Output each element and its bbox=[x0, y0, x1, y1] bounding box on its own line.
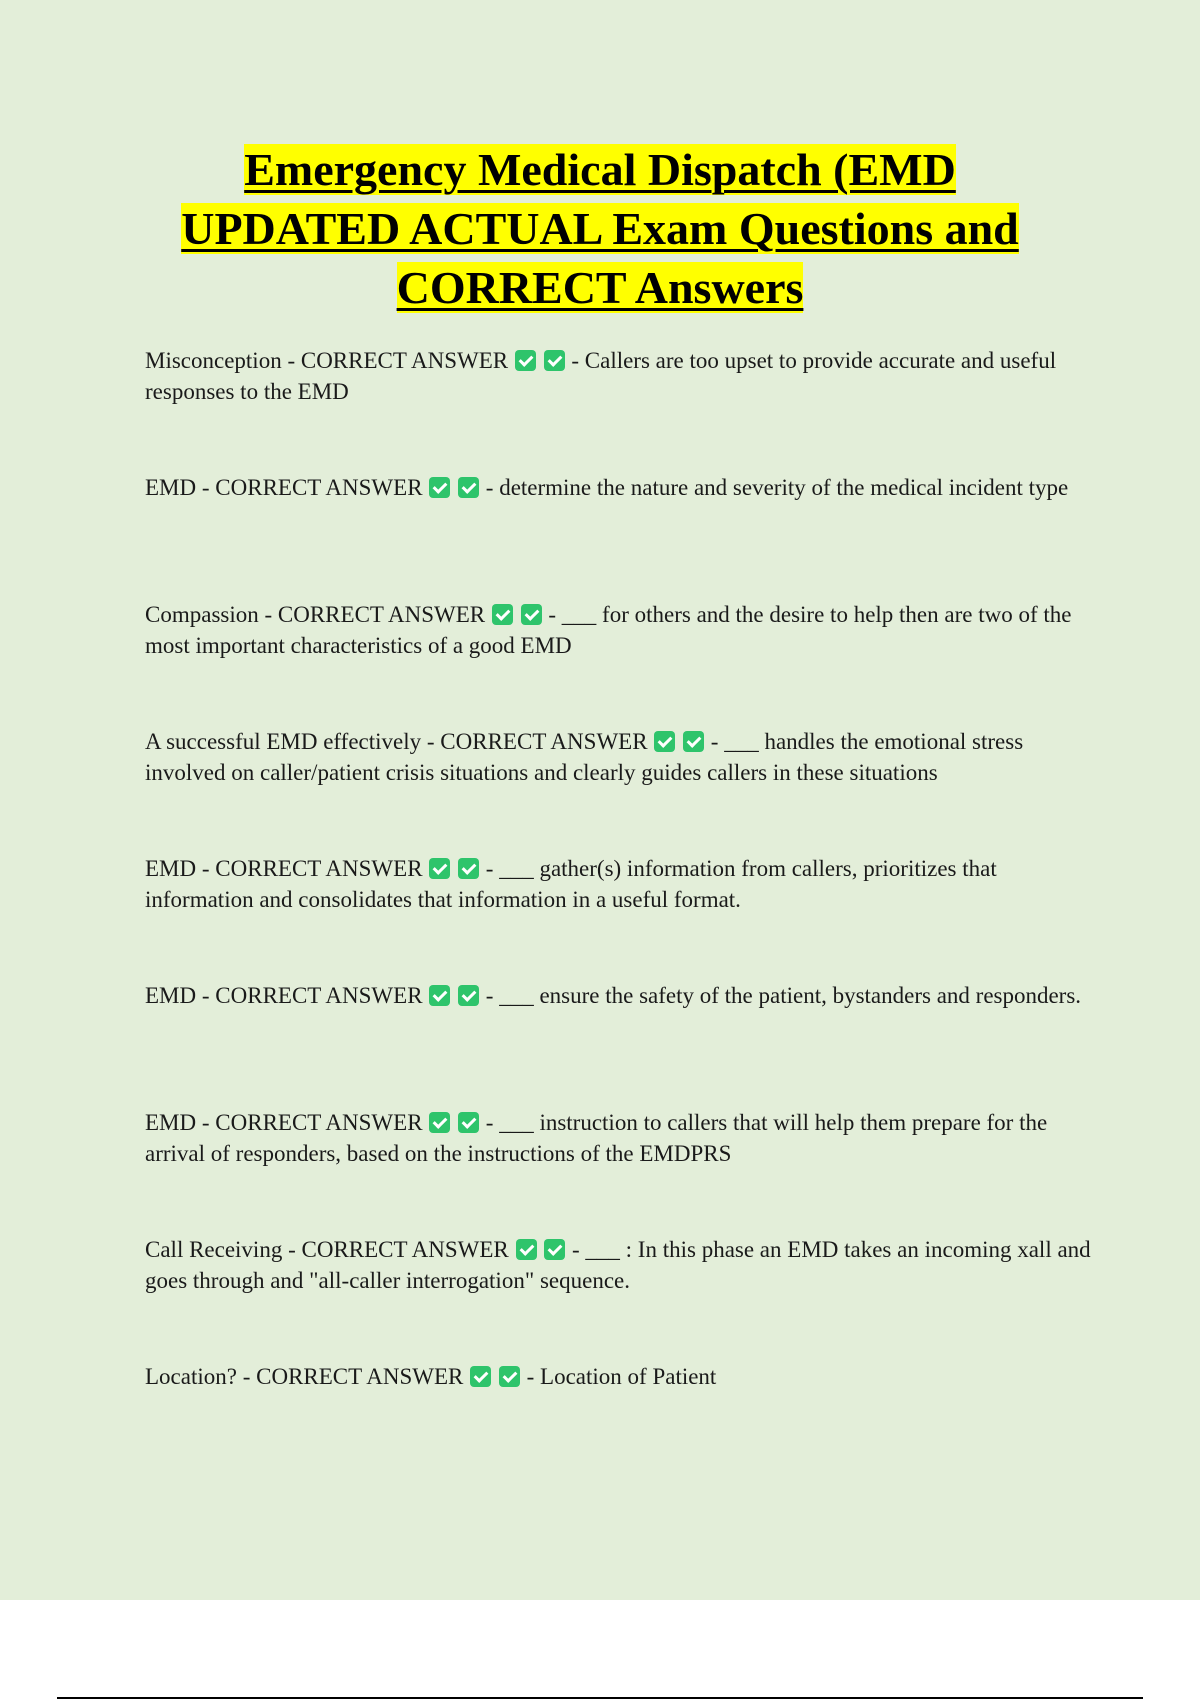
answer-marker: CORRECT ANSWER bbox=[215, 856, 423, 881]
qa-term: A successful EMD effectively - bbox=[145, 729, 441, 754]
answer-marker: CORRECT ANSWER bbox=[256, 1364, 464, 1389]
qa-item bbox=[145, 980, 1095, 1011]
green-checkmark-icon bbox=[429, 985, 450, 1006]
qa-answer: - ___ instruction to callers that will help them prepare for the arrival of responders, based on the instructions of the EMDPRS bbox=[145, 1110, 1048, 1166]
qa-term: EMD - bbox=[145, 475, 216, 500]
qa-answer: - ___ gather(s) information from callers, prioritizes that information and consolidates that information in a useful format. bbox=[145, 856, 997, 912]
qa-term: Call Receiving - bbox=[145, 1237, 302, 1262]
qa-term: Misconception - bbox=[145, 348, 301, 373]
answer-marker: CORRECT ANSWER bbox=[301, 1237, 509, 1262]
qa-term: EMD - bbox=[145, 1110, 216, 1135]
green-checkmark-icon bbox=[429, 477, 450, 498]
qa-term: Compassion - bbox=[145, 602, 278, 627]
answer-marker: CORRECT ANSWER bbox=[215, 983, 423, 1008]
qa-item bbox=[145, 726, 1095, 788]
title-line-1: Emergency Medical Dispatch (EMD bbox=[244, 144, 956, 195]
green-checkmark-icon bbox=[458, 985, 479, 1006]
green-checkmark-icon bbox=[544, 1239, 565, 1260]
qa-item bbox=[145, 853, 1095, 915]
qa-answer: - determine the nature and severity of the medical incident type bbox=[480, 475, 1069, 500]
qa-item bbox=[145, 1361, 1095, 1392]
title-line-3: CORRECT Answers bbox=[396, 262, 804, 313]
green-checkmark-icon bbox=[470, 1366, 491, 1387]
green-checkmark-icon bbox=[458, 858, 479, 879]
green-checkmark-icon bbox=[492, 604, 513, 625]
qa-term: EMD - bbox=[145, 983, 216, 1008]
green-checkmark-icon bbox=[654, 731, 675, 752]
answer-marker: CORRECT ANSWER bbox=[440, 729, 648, 754]
answer-marker: CORRECT ANSWER bbox=[300, 348, 509, 373]
qa-term: Location? - bbox=[145, 1364, 257, 1389]
qa-answer: - Location of Patient bbox=[520, 1364, 717, 1389]
green-checkmark-icon bbox=[516, 1239, 537, 1260]
qa-term: EMD - bbox=[145, 856, 216, 881]
qa-item bbox=[145, 345, 1095, 407]
green-checkmark-icon bbox=[429, 858, 450, 879]
qa-item bbox=[145, 1234, 1095, 1296]
footer-divider bbox=[57, 1697, 1143, 1699]
green-checkmark-icon bbox=[458, 1112, 479, 1133]
qa-answer: - ___ : In this phase an EMD takes an incoming xall and goes through and "all-caller interrogation" sequence. bbox=[145, 1237, 1091, 1293]
qa-item bbox=[145, 599, 1095, 661]
green-checkmark-icon bbox=[499, 1366, 520, 1387]
green-checkmark-icon bbox=[515, 350, 536, 371]
answer-marker: CORRECT ANSWER bbox=[277, 602, 486, 627]
document-title bbox=[100, 140, 1100, 317]
qa-answer: - ___ handles the emotional stress involved on caller/patient crisis situations and clearly guides callers in these situations bbox=[145, 729, 1024, 785]
green-checkmark-icon bbox=[458, 477, 479, 498]
qa-item bbox=[145, 1107, 1095, 1169]
green-checkmark-icon bbox=[683, 731, 704, 752]
qa-answer: - Callers are too upset to provide accurate and useful responses to the EMD bbox=[145, 348, 1057, 404]
qa-answer: - ___ for others and the desire to help then are two of the most important characteristics of a good EMD bbox=[145, 602, 1072, 658]
title-line-2: UPDATED ACTUAL Exam Questions and bbox=[181, 203, 1019, 254]
answer-marker: CORRECT ANSWER bbox=[215, 475, 423, 500]
green-checkmark-icon bbox=[544, 350, 565, 371]
qa-answer: - ___ ensure the safety of the patient, bystanders and responders. bbox=[480, 983, 1082, 1008]
green-checkmark-icon bbox=[429, 1112, 450, 1133]
qa-item bbox=[145, 472, 1095, 503]
green-checkmark-icon bbox=[521, 604, 542, 625]
answer-marker: CORRECT ANSWER bbox=[215, 1110, 423, 1135]
